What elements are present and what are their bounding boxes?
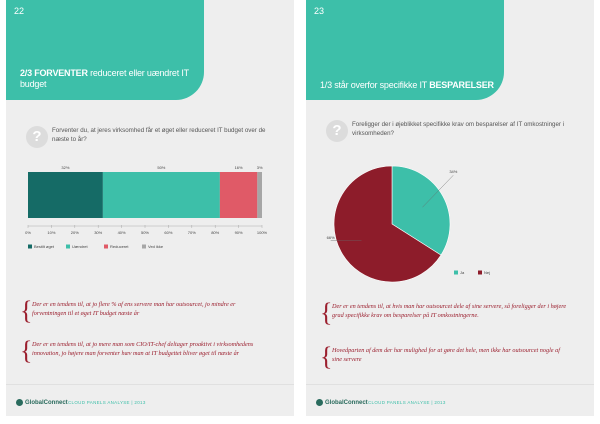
x-tick-label: 50% [140,230,150,235]
stacked-bar-chart [6,160,294,270]
page-title [320,80,496,91]
page-header [6,0,204,100]
bar-segment-0 [28,172,103,218]
x-tick-label: 100% [256,230,268,235]
title-bold: 2/3 FORVENTER [20,68,88,78]
bar-segment-1 [103,172,220,218]
page-number: 22 [14,6,25,16]
data-label: 16% [234,165,243,170]
legend-label: Ja [460,270,465,275]
quote-block-2 [20,336,268,365]
legend-swatch [104,245,108,249]
footer-text: CLOUD PANELS ANALYSE | 2013 [68,400,146,405]
data-label: 32% [61,165,70,170]
bar-segment-2 [220,172,257,218]
legend-label: Reduceret [110,244,129,249]
page-footer [6,384,294,416]
quote-text-2: Hovedparten af dem der har mulighed for at gøre det hele, men ikke har outsourcet nogle af sine servere [332,347,560,363]
question-text: Forventer du, at jeres virksomhed får et øget eller reduceret IT budget over de næste to år? [52,127,266,143]
data-label: 66% [326,234,335,240]
x-tick-label: 90% [234,230,243,235]
brace-icon: { [20,336,33,365]
brace-icon: { [20,296,33,325]
title-normal: 1/3 står overfor specifikke IT [320,80,430,90]
x-tick-label: 40% [117,230,126,235]
brace-icon: { [320,298,333,327]
legend-label: Ved ikke [148,244,164,249]
title-bold: BESPARELSER [429,80,494,90]
company-logo [316,399,368,406]
x-tick-label: 80% [211,230,220,235]
footer-text: CLOUD PANELS ANALYSE | 2013 [368,400,446,405]
brace-icon: { [320,342,333,371]
question-mark-icon: ? [26,126,48,148]
x-tick-label: 0% [25,230,31,235]
page-header [306,0,504,100]
pie-chart [306,158,594,288]
title-rest: reduceret eller uændret IT budget [20,68,189,89]
logo-text: GlobalConnect [325,400,368,407]
legend-swatch [478,271,482,275]
x-tick-label: 30% [94,230,103,235]
quote-block-2 [320,342,568,371]
legend-swatch [142,245,146,249]
x-tick-label: 60% [164,230,173,235]
logo-icon [16,399,23,406]
logo-icon [316,399,323,406]
data-label: 50% [157,165,166,170]
quote-block-1 [320,298,568,327]
question-block [26,126,266,156]
legend-label: Uændret [72,244,88,249]
data-label: 3% [256,165,263,170]
question-block [326,120,566,150]
bar-segment-3 [257,172,262,218]
quote-text-1: Der er en tendens til, at hvis man har outsourcet dele af sine servere, så foreligger der i højere grad specifikke krav om besparelser på IT omkostningerne. [332,303,567,319]
right-page [306,0,594,416]
legend-label: Nej [484,270,491,275]
legend-swatch [66,245,70,249]
legend-swatch [454,271,458,275]
x-tick-label: 70% [187,230,196,235]
x-tick-label: 10% [47,230,56,235]
quote-block-1 [20,296,268,325]
question-mark-icon: ? [326,120,348,142]
page-title [20,68,196,90]
quote-text-2: Der er en tendens til, at jo mere man som CIO/IT-chef deltager proaktivt i virksomhedens innovation, jo højere man forventer hæv man at IT budgettet bliver øget til næste år [32,341,254,357]
quote-text-1: Der er en tendens til, at jo flere % af ens servere man har outsourcet, jo mindre er forventningen til et øget IT budget næste år [32,301,236,317]
legend-swatch [28,245,32,249]
left-page [6,0,294,416]
logo-text: GlobalConnect [25,400,68,407]
page-footer [306,384,594,416]
x-tick-label: 20% [70,230,79,235]
question-text: Foreligger der i øjeblikket specifikke krav om besparelser af IT omkostninger i virksomheden? [352,121,565,137]
data-label: 34% [449,169,458,175]
company-logo [16,399,68,406]
legend-label: Bestilt øget [34,244,55,249]
page-number: 23 [314,6,325,16]
